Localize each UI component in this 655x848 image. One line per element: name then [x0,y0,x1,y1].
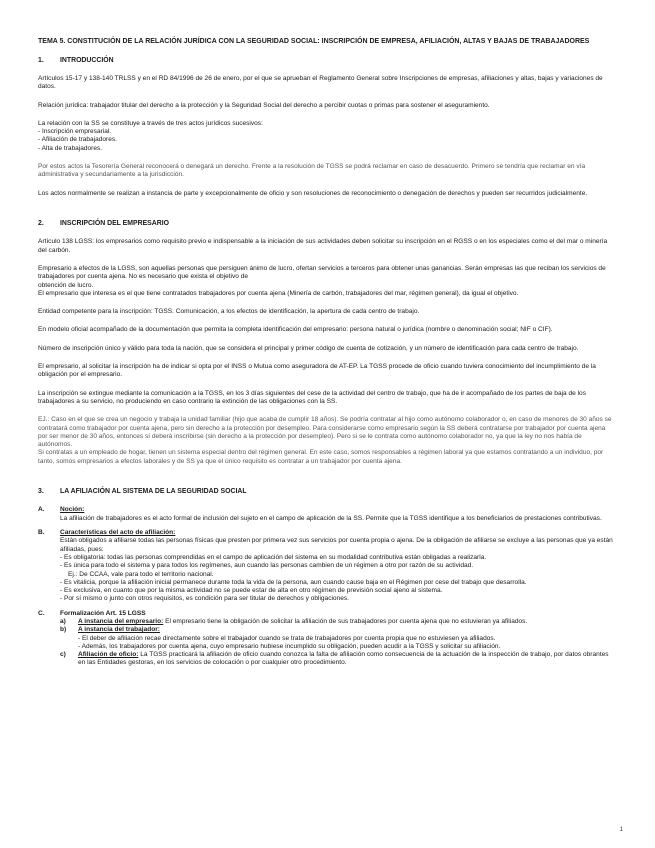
list-item-b [60,626,615,651]
section-2-heading [38,220,615,228]
section-1-heading [38,57,615,65]
paragraph-line: Empresario a efectos de la LGSS, son aquellas personas que persiguen ánimo de lucro, ofertan servicios a terceros para obtener unas ganancias. Serán empresas las que reciban los servicios de trabajadores por cuenta ajena. No es necesario que exista el objetivo de [38,264,606,281]
list-item: - Afiliación de trabajadores. [38,136,117,144]
subsection-a-label: A. [38,506,45,514]
document-title: TEMA 5. CONSTITUCIÓN DE LA RELACIÓN JURÍDICA CON LA SEGURIDAD SOCIAL: INSCRIPCIÓN DE EMPRESA, AFILIACIÓN, ALTAS Y BAJAS DE TRABAJADORES [38,38,590,45]
list-item-a [60,618,615,626]
subsection-a-title: Noción: [60,506,85,514]
list-letter: c) [60,651,66,659]
section-1-list [38,120,615,153]
subsection-b-intro: Están obligados a afiliarse todas las personas físicas que presten por primera vez sus servicios por cuenta propia o ajena. De la obligación de afiliarse se excluye a las personas que ya están afiliadas, pues: [60,537,613,553]
item-c-text: La TGSS practicará la afiliación de oficio cuando conozca la falta de afiliación como consecuencia de la actuación de la inspección de trabajo, por datos obrantes en las Entidades gestoras, en los servicios de colocación o por cualquier otro procedimiento. [78,651,609,667]
list-item-c [60,651,615,668]
list-example: Ej.: De CCAA, vale para todo el territorio nacional. [68,570,214,578]
item-c-title: Afiliación de oficio: [78,651,139,659]
subsection-b [38,529,615,604]
list-item: - Por sí mismo o junto con otros requisitos, es condición para ser titular de derechos y obligaciones. [60,595,349,603]
item-b-line: - Además, los trabajadores por cuenta ajena, cuyo empresario hubiese incumplido su obligación, pueden acudir a la TGSS y solicitar su afiliación. [78,642,501,650]
section-2-title: INSCRIPCIÓN DEL EMPRESARIO [60,219,169,227]
section-2-paragraph [38,265,615,298]
paragraph-line: obtención de lucro. [38,281,94,289]
list-intro: La relación con la SS se constituye a través de tres actos jurídicos sucesivos: [38,119,263,127]
example-line: EJ.: Caso en el que se crea un negocio y trabaja la unidad familiar (hijo que acaba de cumplir 18 años). Se podría contratar al hijo como autónomo colaborador o, en caso de menores de 30 años se contratará como trabajador por cuenta ajena, pero sin derecho a la protección por desempleo. Para considerarse como empresario según la SS deberá contratarse por trabajador por cuenta ajena por ser menor de 30 años, entonces sí deberá inscribirse (sin derecho a la protección por desempleo). Pero si se le contrata como autónomo colaborador no, ya que la ley no nos había de autónomos. [38,416,612,449]
item-a-text: El empresario tiene la obligación de solicitar la afiliación de sus trabajadores por cuenta ajena que no estuvieran ya afiliados. [165,617,528,625]
section-2-paragraph: Artículo 138 LGSS: los empresarios como requisito previo e indispensable a la iniciación de sus actividades deben solicitar su inscripción en el RGSS o en los especiales como el del mar o minería del carbón. [38,238,608,254]
section-2-paragraph: Número de inscripción único y válido para toda la nación, que se considera el principal y primer código de cuenta de cotización, y un número de identificación para cada centro de trabajo. [38,344,579,352]
section-2-paragraph: La inscripción se extingue mediante la comunicación a la TGSS, en los 3 días siguientes del cese de la actividad del centro de trabajo, que ha de ir acompañado de los partes de baja de los trabajadores a su servicio, no produciendo en caso contrario la extinción de las obligaciones con la SS. [38,389,586,405]
section-1-paragraph: Artículos 15-17 y 138-140 TRLSS y en el RD 84/1996 de 26 de enero, por el que se aprueban el Reglamento General sobre Inscripciones de empresas, afiliaciones y altas, bajas y variaciones de datos. [38,75,603,91]
section-3-number: 3. [38,488,44,496]
subsection-c-title: Formalización Art. 15 LGSS [60,609,146,617]
section-2-paragraph: Entidad competente para la inscripción: TGSS. Comunicación, a los efectos de identificación, la apertura de cada centro de trabajo. [38,308,420,316]
list-item: - Es exclusiva, en cuanto que por la misma actividad no se puede estar de alta en otro régimen de previsión social ajeno al sistema. [60,587,443,595]
section-1-paragraph: Relación jurídica: trabajador titular del derecho a la protección y la Seguridad Social del derecho a percibir cuotas o primas para sostener el aseguramiento. [38,101,490,109]
section-3-heading [38,488,615,496]
section-2-paragraph: El empresario, al solicitar la inscripción ha de indicar si opta por el INSS o Mutua como aseguradora de AT-EP. La TGSS procede de oficio cuando tuviera conocimiento del incumplimiento de la obligación por el empresario. [38,363,596,379]
subsection-a [38,506,615,523]
list-letter: b) [60,626,67,634]
section-2-example [38,416,615,466]
list-letter: a) [60,617,66,625]
subsection-c-body [38,618,615,668]
subsection-c [38,610,615,668]
item-a-title: A instancia del empresario: [78,617,164,625]
section-1-number: 1. [38,56,44,64]
item-b-title: A instancia del trabajador: [78,626,160,634]
section-2-paragraph: En modelo oficial acompañado de la documentación que permita la completa identificación del empresario: persona natural o jurídica (nombre o denominación social; NIF o CIF). [38,326,553,334]
section-1-paragraph: Por estos actos la Tesorería General reconocerá o denegará un derecho. Frente a la resolución de TGSS se podrá reclamar en caso de desacuerdo. Primero se tendría que reclamar en vía administrativa y secundariamente a la jurisdicción. [38,163,586,179]
list-item: - Es vitalicia, porque la afiliación inicial permanece durante toda la vida de la persona, aun cuando cause baja en el Régimen por cese del trabajo que desarrolla. [60,578,527,586]
subsection-a-text: La afiliación de trabajadores es el acto formal de inclusión del sujeto en el campo de aplicación de la SS. Permite que la TGSS identifique a los beneficiarios de prestaciones contributivas. [60,514,602,522]
item-b-line: - El deber de afiliación recae directamente sobre el trabajador cuando se trata de trabajadores por cuenta propia que no estuviesen ya afiliados. [78,634,496,642]
page-number: 1 [619,826,623,833]
example-line: Si contratas a un empleado de hogar, tienen un sistema especial dentro del régimen general. En este caso, somos responsables a régimen laboral ya que estamos contratando a un individuo, por tanto, somos empresarios a efectos laborales y de SS ya que el único requisito es contratar a un trabajador por cuenta ajena. [38,449,604,465]
section-3-title: LA AFILIACIÓN AL SISTEMA DE LA SEGURIDAD SOCIAL [60,488,247,496]
section-1-title: INTRODUCCIÓN [60,56,114,64]
list-item: - Inscripción empresarial. [38,128,112,136]
subsection-b-title: Características del acto de afiliación: [60,529,176,537]
section-2-number: 2. [38,219,44,227]
subsection-b-body [38,537,615,603]
list-item: - Es obligatoria: todas las personas comprendidas en el campo de aplicación del sistema en su modalidad contributiva están obligadas a realizarla. [60,553,487,561]
subsection-c-label: C. [38,609,45,617]
list-item: - Es única para todo el sistema y para todos los regímenes, aun cuando las personas cambien de un régimen a otro por razón de su actividad. [60,562,474,570]
paragraph-line: El empresario que interesa es el que tiene contratados trabajadores por cuenta ajena (Minería de carbón, trabajadores del mar, régimen general), da igual el objetivo. [38,289,519,297]
list-item: - Alta de trabajadores. [38,144,103,152]
subsection-b-label: B. [38,529,45,537]
section-1-paragraph: Los actos normalmente se realizan a instancia de parte y excepcionalmente de oficio y son resoluciones de reconocimiento o denegación de derechos y pueden ser recurridos judicialmente. [38,189,588,197]
